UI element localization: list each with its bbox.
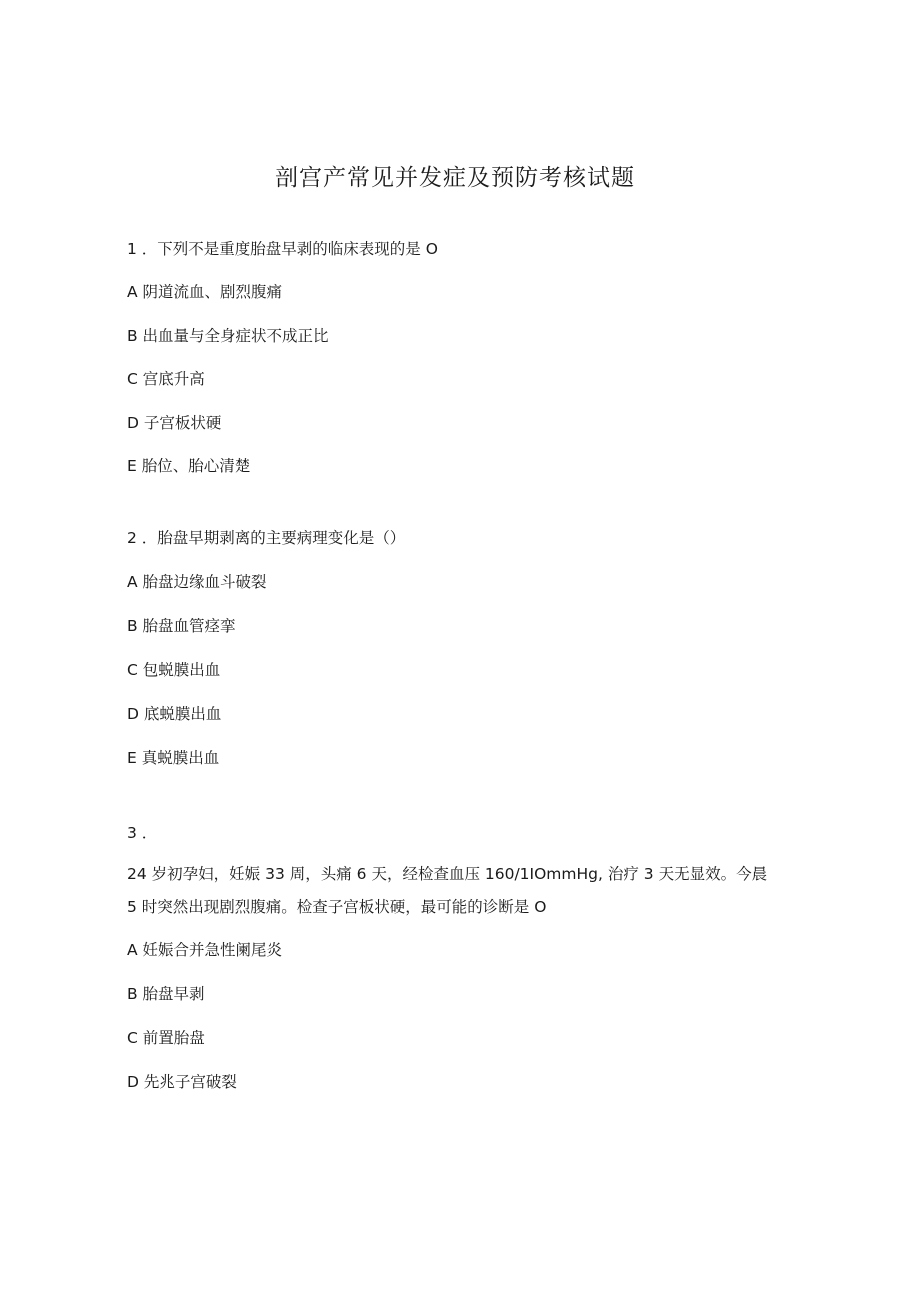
question-2-option-e: E 真蜕膜出血 — [127, 749, 220, 767]
question-2-option-a: A 胎盘边缘血斗破裂 — [127, 573, 267, 591]
question-1-option-e: E 胎位、胎心清楚 — [127, 457, 251, 475]
question-1-option-d: D 子宫板状硬 — [127, 414, 222, 432]
question-3-option-b: B 胎盘早剥 — [127, 985, 205, 1003]
question-3-stem-line-1: 24 岁初孕妇，妊娠 33 周，头痛 6 天，经检查血压 160/1IOmmHg, 治疗 3 天无显效。今晨 — [127, 865, 768, 883]
question-1-option-c: C 宫底升高 — [127, 370, 205, 388]
question-1-option-b: B 出血量与全身症状不成正比 — [127, 327, 329, 345]
question-1-stem: 1 ．下列不是重度胎盘早剥的临床表现的是 O — [127, 240, 438, 258]
question-3-option-d: D 先兆子宫破裂 — [127, 1073, 237, 1091]
question-3-option-a: A 妊娠合并急性阑尾炎 — [127, 941, 283, 959]
question-2-option-b: B 胎盘血管痉挛 — [127, 617, 236, 635]
question-2-option-d: D 底蜕膜出血 — [127, 705, 222, 723]
question-2-stem: 2 ．胎盘早期剥离的主要病理变化是（） — [127, 529, 406, 547]
question-2-option-c: C 包蜕膜出血 — [127, 661, 221, 679]
document-title: 剖宫产常见并发症及预防考核试题 — [275, 165, 635, 191]
question-3-number: 3 ． — [127, 824, 158, 842]
question-3-option-c: C 前置胎盘 — [127, 1029, 205, 1047]
question-1-option-a: A 阴道流血、剧烈腹痛 — [127, 283, 283, 301]
question-3-stem-line-2: 5 时突然出现剧烈腹痛。检查子宫板状硬，最可能的诊断是 O — [127, 898, 547, 916]
